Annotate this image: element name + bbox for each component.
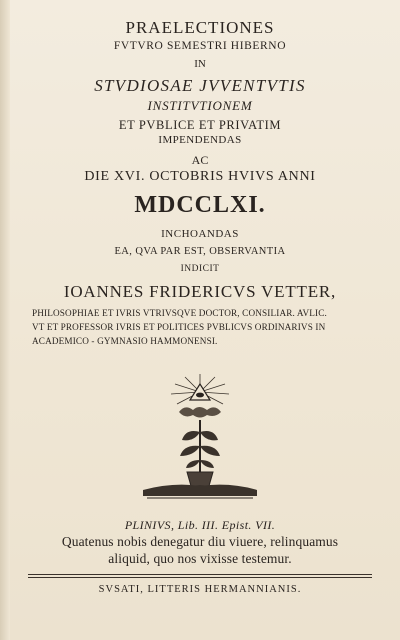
quote-source: PLINIVS, Lib. III. Epist. VII. — [124, 518, 276, 532]
line-ac: AC — [191, 153, 209, 167]
imprint: SVSATI, LITTERIS HERMANNIANIS. — [98, 584, 302, 595]
author-desc-2: VT ET PROFESSOR IVRIS ET POLITICES PVBLICVS ORDINARIVS IN — [32, 322, 326, 332]
quote-line-1: Quatenus nobis denegatur diu viuere, relinquamus — [61, 534, 339, 549]
radiant-eye-ornament-icon — [135, 372, 265, 502]
line-institutionem: INSTITVTIONEM — [147, 98, 253, 113]
line-in: IN — [194, 58, 206, 70]
divider-rule-inner — [28, 577, 372, 578]
line-observantia: EA, QVA PAR EST, OBSERVANTIA — [114, 246, 286, 257]
divider-rule — [28, 574, 372, 575]
line-date: DIE XVI. OCTOBRIS HVIVS ANNI — [84, 169, 316, 184]
author-desc-3: ACADEMICO - GYMNASIO HAMMONENSI. — [32, 336, 218, 346]
heading-praelectiones: PRAELECTIONES — [125, 18, 275, 37]
quote-line-2: aliquid, quo nos vixisse testemur. — [108, 551, 292, 566]
author-desc-1: PHILOSOPHIAE ET IVRIS VTRIVSQVE DOCTOR, CONSILIAR. AVLIC. — [32, 308, 327, 318]
line-inchoandas: INCHOANDAS — [161, 228, 239, 240]
year-title: MDCCLXI. — [134, 192, 266, 218]
author-name: IOANNES FRIDERICVS VETTER, — [63, 282, 337, 301]
line-indicit: INDICIT — [180, 264, 220, 274]
line-impendendas: IMPENDENDAS — [158, 134, 242, 146]
line-semester: FVTVRO SEMESTRI HIBERNO — [113, 40, 287, 52]
line-studiosae: STVDIOSAE JVVENTVTIS — [94, 76, 306, 95]
line-publice: ET PVBLICE ET PRIVATIM — [118, 118, 282, 132]
